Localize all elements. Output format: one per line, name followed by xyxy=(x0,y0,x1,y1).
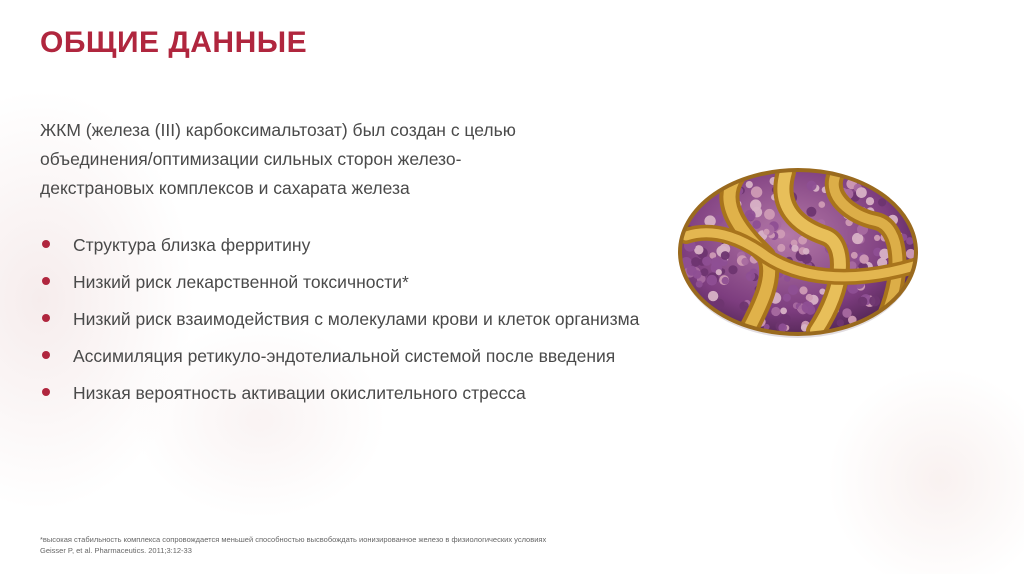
bullet-dot-icon xyxy=(42,240,50,248)
footnote-note: *высокая стабильность комплекса сопровождается меньшей способностью высвобождать ионизированное железо в физиологических условиях xyxy=(40,535,547,544)
bullet-item xyxy=(40,308,640,330)
bullet-text: Низкая вероятность активации окислительного стресса xyxy=(73,383,526,403)
footnote-reference: Geisser P, et al. Pharmaceutics. 2011;3:12-33 xyxy=(40,546,192,555)
bullet-item xyxy=(40,345,640,367)
bullet-item xyxy=(40,234,640,256)
bullet-dot-icon xyxy=(42,277,50,285)
carboxymaltose-molecule-illustration xyxy=(676,166,920,338)
bullet-dot-icon xyxy=(42,351,50,359)
intro-paragraph xyxy=(40,116,600,203)
bullet-list xyxy=(40,234,640,419)
intro-line: ЖКМ (железа (III) карбоксимальтозат) был создан с целью xyxy=(40,120,516,140)
footnote xyxy=(40,534,740,556)
intro-line: декстрановых комплексов и сахарата железа xyxy=(40,178,410,198)
intro-line: объединения/оптимизации сильных сторон железо- xyxy=(40,149,462,169)
bullet-dot-icon xyxy=(42,314,50,322)
bullet-dot-icon xyxy=(42,388,50,396)
bullet-item xyxy=(40,382,640,404)
bullet-text: Низкий риск взаимодействия с молекулами крови и клеток организма xyxy=(73,309,640,329)
bullet-text: Структура близка ферритину xyxy=(73,235,311,255)
slide-title: ОБЩИЕ ДАННЫЕ xyxy=(40,26,308,59)
bullet-text: Низкий риск лекарственной токсичности* xyxy=(73,272,409,292)
bullet-item xyxy=(40,271,640,293)
bullet-text: Ассимиляция ретикуло-эндотелиальной системой после введения xyxy=(73,346,616,366)
